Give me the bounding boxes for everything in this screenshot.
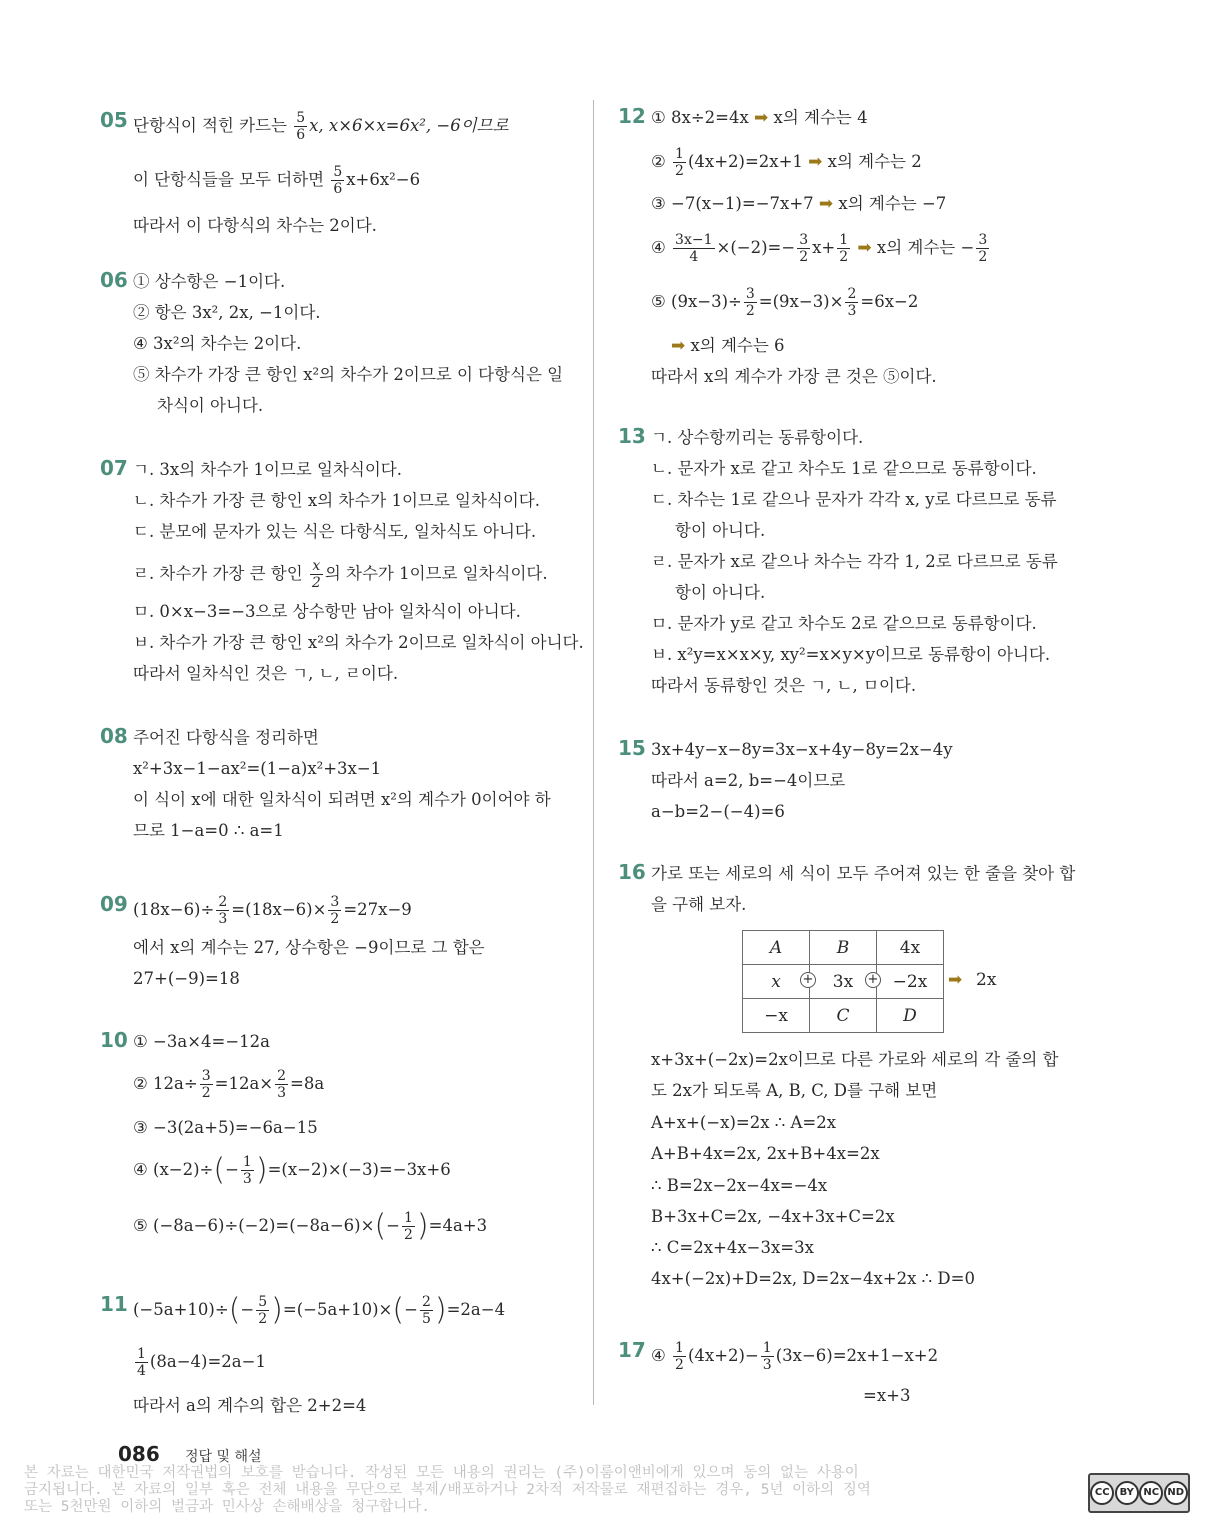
- solution-line: ㄷ. 차수는 1로 같으나 문자가 각각 x, y로 다르므로 동류: [651, 490, 1057, 509]
- solution-line: ㄹ. 차수가 가장 큰 항인 $\frac{x}{2}$ 의 차수가 1이므로 일차식이다.: [133, 558, 548, 591]
- problem-number: 15: [618, 736, 646, 760]
- solution-line: 을 구해 보자.: [651, 895, 747, 914]
- solution-line: ⑤ (9x−3)÷ $\frac{3}{2}$ =(9x−3)× $\frac{2}{3}$ =6x−2: [651, 286, 919, 319]
- solution-line: ⑤ (−8a−6)÷(−2)=(−8a−6)×(− $\frac{1}{2}$ )=4a+3: [133, 1208, 488, 1244]
- fraction: $\frac{1}{2}$: [675, 146, 684, 179]
- solution-line: 이 단항식들을 모두 더하면 $\frac{5}{6}$ x+6x²−6: [133, 164, 421, 197]
- solution-line: ㄷ. 분모에 문자가 있는 식은 다항식도, 일차식도 아니다.: [133, 522, 537, 541]
- problem-number: 12: [618, 104, 646, 128]
- fraction: $\frac{x}{2}$: [311, 558, 321, 591]
- fraction: $\frac{1}{2}$: [675, 1340, 684, 1373]
- problem-number: 16: [618, 860, 646, 884]
- arrow-right-icon: ➡: [818, 194, 834, 214]
- solution-line: 따라서 a의 계수의 합은 2+2=4: [133, 1396, 367, 1415]
- problem-number: 06: [100, 268, 128, 292]
- grid-cell: −2x: [877, 965, 944, 999]
- grid-cell: C: [810, 999, 877, 1033]
- fraction: $\frac{2}{3}$: [218, 894, 228, 927]
- solution-line: ㄴ. 차수가 가장 큰 항인 x의 차수가 1이므로 일차식이다.: [133, 491, 540, 510]
- arrow-right-icon: ➡: [808, 152, 823, 172]
- nc-icon: NC: [1139, 1481, 1163, 1505]
- solution-line: x²+3x−1−ax²=(1−a)x²+3x−1: [133, 759, 382, 778]
- solution-line: A+B+4x=2x, 2x+B+4x=2x: [651, 1144, 880, 1163]
- plus-circle-icon: +: [865, 972, 881, 988]
- magic-grid: [618, 930, 1093, 1032]
- solution-line: ① 8x÷2=4x ➡ x의 계수는 4: [651, 108, 868, 128]
- solution-line: ③ −7(x−1)=−7x+7 ➡ x의 계수는 −7: [651, 194, 947, 214]
- solution-line: ② 항은 3x², 2x, −1이다.: [133, 303, 321, 322]
- problem-number: 17: [618, 1338, 646, 1362]
- nd-icon: ND: [1164, 1481, 1188, 1505]
- solution-line: ③ −3(2a+5)=−6a−15: [133, 1118, 318, 1137]
- fraction: $\frac{3}{2}$: [330, 894, 340, 927]
- solution-line: ∴ B=2x−2x−4x=−4x: [651, 1176, 828, 1195]
- arrow-right-icon: ➡: [671, 336, 686, 356]
- solution-line: B+3x+C=2x, −4x+3x+C=2x: [651, 1207, 895, 1226]
- grid-cell: 3x: [810, 965, 877, 999]
- solution-line: (18x−6)÷ $\frac{2}{3}$ =(18x−6)× $\frac{3}{2}$ =27x−9: [133, 894, 412, 927]
- solution-line: 차식이 아니다.: [157, 396, 264, 415]
- grid-cell: D: [877, 999, 944, 1033]
- fraction: $\frac{5}{6}$: [296, 110, 306, 143]
- solution-line: ④ (x−2)÷(− $\frac{1}{3}$ )=(x−2)×(−3)=−3x+6: [133, 1152, 451, 1188]
- solution-line: 가로 또는 세로의 세 식이 모두 주어져 있는 한 줄을 찾아 합: [651, 864, 1076, 883]
- solution-line: ⑤ 차수가 가장 큰 항인 x²의 차수가 2이므로 이 다항식은 일: [133, 365, 564, 384]
- solution-line: ② 12a÷ $\frac{3}{2}$ =12a× $\frac{2}{3}$ =8a: [133, 1068, 325, 1101]
- solution-line: ④ $\frac{3x-1}{4}$ ×(−2)=− $\frac{3}{2}$ x+ $\frac{1}{2}$ ➡ x의 계수는 − $\frac{3}{2}$: [651, 232, 988, 265]
- fraction: $\frac{3}{2}$: [978, 232, 988, 265]
- row-sum: 2x: [976, 970, 997, 990]
- column-divider: [593, 100, 594, 1405]
- by-icon: BY: [1115, 1481, 1139, 1505]
- solution-line: a−b=2−(−4)=6: [651, 802, 785, 821]
- page-section-title: 정답 및 해설: [185, 1449, 262, 1465]
- problem-number: 08: [100, 724, 128, 748]
- grid-cell: −x: [743, 999, 810, 1033]
- fraction: $\frac{2}{3}$: [277, 1068, 287, 1101]
- problem-number: 07: [100, 456, 128, 480]
- fraction: $\frac{1}{2}$: [403, 1210, 413, 1243]
- plus-circle-icon: +: [800, 972, 816, 988]
- solution-line: 주어진 다항식을 정리하면: [133, 728, 319, 747]
- solution-line: 단항식이 적힌 카드는 $\frac{5}{6}$ x, x×6×x=6x², −6이므로: [133, 110, 509, 143]
- solution-line: ㅂ. 차수가 가장 큰 항인 x²의 차수가 2이므로 일차식이 아니다.: [133, 633, 584, 652]
- fraction: $\frac{1}{2}$: [839, 232, 849, 265]
- solution-line: ㄱ. 상수항끼리는 동류항이다.: [651, 428, 864, 447]
- solution-line: 므로 1−a=0 ∴ a=1: [133, 821, 284, 840]
- grid-cell: A: [743, 931, 810, 965]
- grid-table: [742, 930, 944, 1033]
- solution-line: 따라서 동류항인 것은 ㄱ, ㄴ, ㅁ이다.: [651, 676, 917, 695]
- solution-line: x+3x+(−2x)=2x이므로 다른 가로와 세로의 각 줄의 합: [651, 1050, 1059, 1069]
- solution-line: 따라서 일차식인 것은 ㄱ, ㄴ, ㄹ이다.: [133, 664, 399, 683]
- solution-line: A+x+(−x)=2x ∴ A=2x: [651, 1113, 837, 1132]
- solution-line: (−5a+10)÷(− $\frac{5}{2}$ )=(−5a+10)×(− $\frac{2}{5}$ )=2a−4: [133, 1292, 506, 1328]
- fraction: $\frac{2}{5}$: [421, 1294, 431, 1327]
- solution-line: 항이 아니다.: [675, 521, 766, 540]
- solution-line: ➡ x의 계수는 6: [671, 336, 785, 356]
- solution-line: ① −3a×4=−12a: [133, 1032, 271, 1051]
- solution-line: 이 식이 x에 대한 일차식이 되려면 x²의 계수가 0이어야 하: [133, 790, 551, 809]
- problem-number: 05: [100, 108, 128, 132]
- fraction: $\frac{1}{3}$: [242, 1154, 252, 1187]
- solution-line: $\frac{1}{4}$ (8a−4)=2a−1: [137, 1346, 266, 1379]
- solution-line: 에서 x의 계수는 27, 상수항은 −9이므로 그 합은: [133, 938, 485, 957]
- solution-line: ㅂ. x²y=x×x×y, xy²=x×y×y이므로 동류항이 아니다.: [651, 645, 1051, 664]
- copyright-notice: 본 자료는 대한민국 저작권법의 보호를 받습니다. 작성된 모든 내용의 권리는 (주)이룸이앤비에게 있으며 동의 없는 사용이 금지됩니다. 본 자료의 일부 혹은 전체 내용을 무단으로 복제/배포하거나 2차적 저작물로 재편집하는 경우, 5년 이하의 징역 또는 5천만원 이하의 벌금과 민사상 손해배상을 청구합니다.: [24, 1465, 871, 1515]
- arrow-right-icon: ➡: [754, 108, 769, 128]
- cc-icon: CC: [1090, 1481, 1114, 1505]
- solution-line: 도 2x가 되도록 A, B, C, D를 구해 보면: [651, 1081, 938, 1100]
- fraction: $\frac{1}{4}$: [137, 1346, 146, 1379]
- fraction: $\frac{5}{6}$: [333, 164, 343, 197]
- solution-line: 3x+4y−x−8y=3x−x+4y−8y=2x−4y: [651, 740, 953, 759]
- fraction: $\frac{2}{3}$: [847, 286, 857, 319]
- arrow-right-icon: ➡: [948, 970, 963, 990]
- solution-line: 4x+(−2x)+D=2x, D=2x−4x+2x ∴ D=0: [651, 1269, 975, 1288]
- fraction: $\frac{3x-1}{4}$: [675, 232, 713, 265]
- solution-line: ㄱ. 3x의 차수가 1이므로 일차식이다.: [133, 460, 402, 479]
- solution-line: ㅁ. 문자가 y로 같고 차수도 2로 같으므로 동류항이다.: [651, 614, 1037, 633]
- solution-line: ㄹ. 문자가 x로 같으나 차수는 각각 1, 2로 다르므로 동류: [651, 552, 1058, 571]
- problem-number: 13: [618, 424, 646, 448]
- page-number: 086: [118, 1442, 160, 1466]
- grid-cell: B: [810, 931, 877, 965]
- fraction: $\frac{1}{3}$: [762, 1340, 772, 1373]
- solution-line: ㄴ. 문자가 x로 같고 차수도 1로 같으므로 동류항이다.: [651, 459, 1037, 478]
- problem-number: 09: [100, 892, 128, 916]
- cc-license-badge: [1088, 1473, 1190, 1513]
- solution-line: 따라서 이 다항식의 차수는 2이다.: [133, 216, 377, 235]
- solution-line: 따라서 a=2, b=−4이므로: [651, 771, 846, 790]
- fraction: $\frac{5}{2}$: [258, 1294, 268, 1327]
- fraction: $\frac{3}{2}$: [201, 1068, 211, 1101]
- fraction: $\frac{3}{2}$: [799, 232, 809, 265]
- solution-line: ∴ C=2x+4x−3x=3x: [651, 1238, 814, 1257]
- solution-line: ④ 3x²의 차수는 2이다.: [133, 334, 302, 353]
- solution-line: 따라서 x의 계수가 가장 큰 것은 ⑤이다.: [651, 367, 937, 386]
- solution-line: ④ $\frac{1}{2}$ (4x+2)− $\frac{1}{3}$ (3x−6)=2x+1−x+2: [651, 1340, 939, 1373]
- problem-number: 11: [100, 1292, 128, 1316]
- solution-line: ㅁ. 0×x−3=−3으로 상수항만 남아 일차식이 아니다.: [133, 602, 521, 621]
- arrow-right-icon: ➡: [857, 238, 872, 258]
- solution-line: =x+3: [863, 1386, 911, 1405]
- solution-line: ② $\frac{1}{2}$ (4x+2)=2x+1 ➡ x의 계수는 2: [651, 146, 922, 179]
- grid-cell: 4x: [877, 931, 944, 965]
- solution-line: 27+(−9)=18: [133, 969, 240, 988]
- problem-number: 10: [100, 1028, 128, 1052]
- fraction: $\frac{3}{2}$: [745, 286, 755, 319]
- solution-line: ① 상수항은 −1이다.: [133, 272, 286, 291]
- solution-line: 항이 아니다.: [675, 583, 766, 602]
- grid-cell: x: [743, 965, 810, 999]
